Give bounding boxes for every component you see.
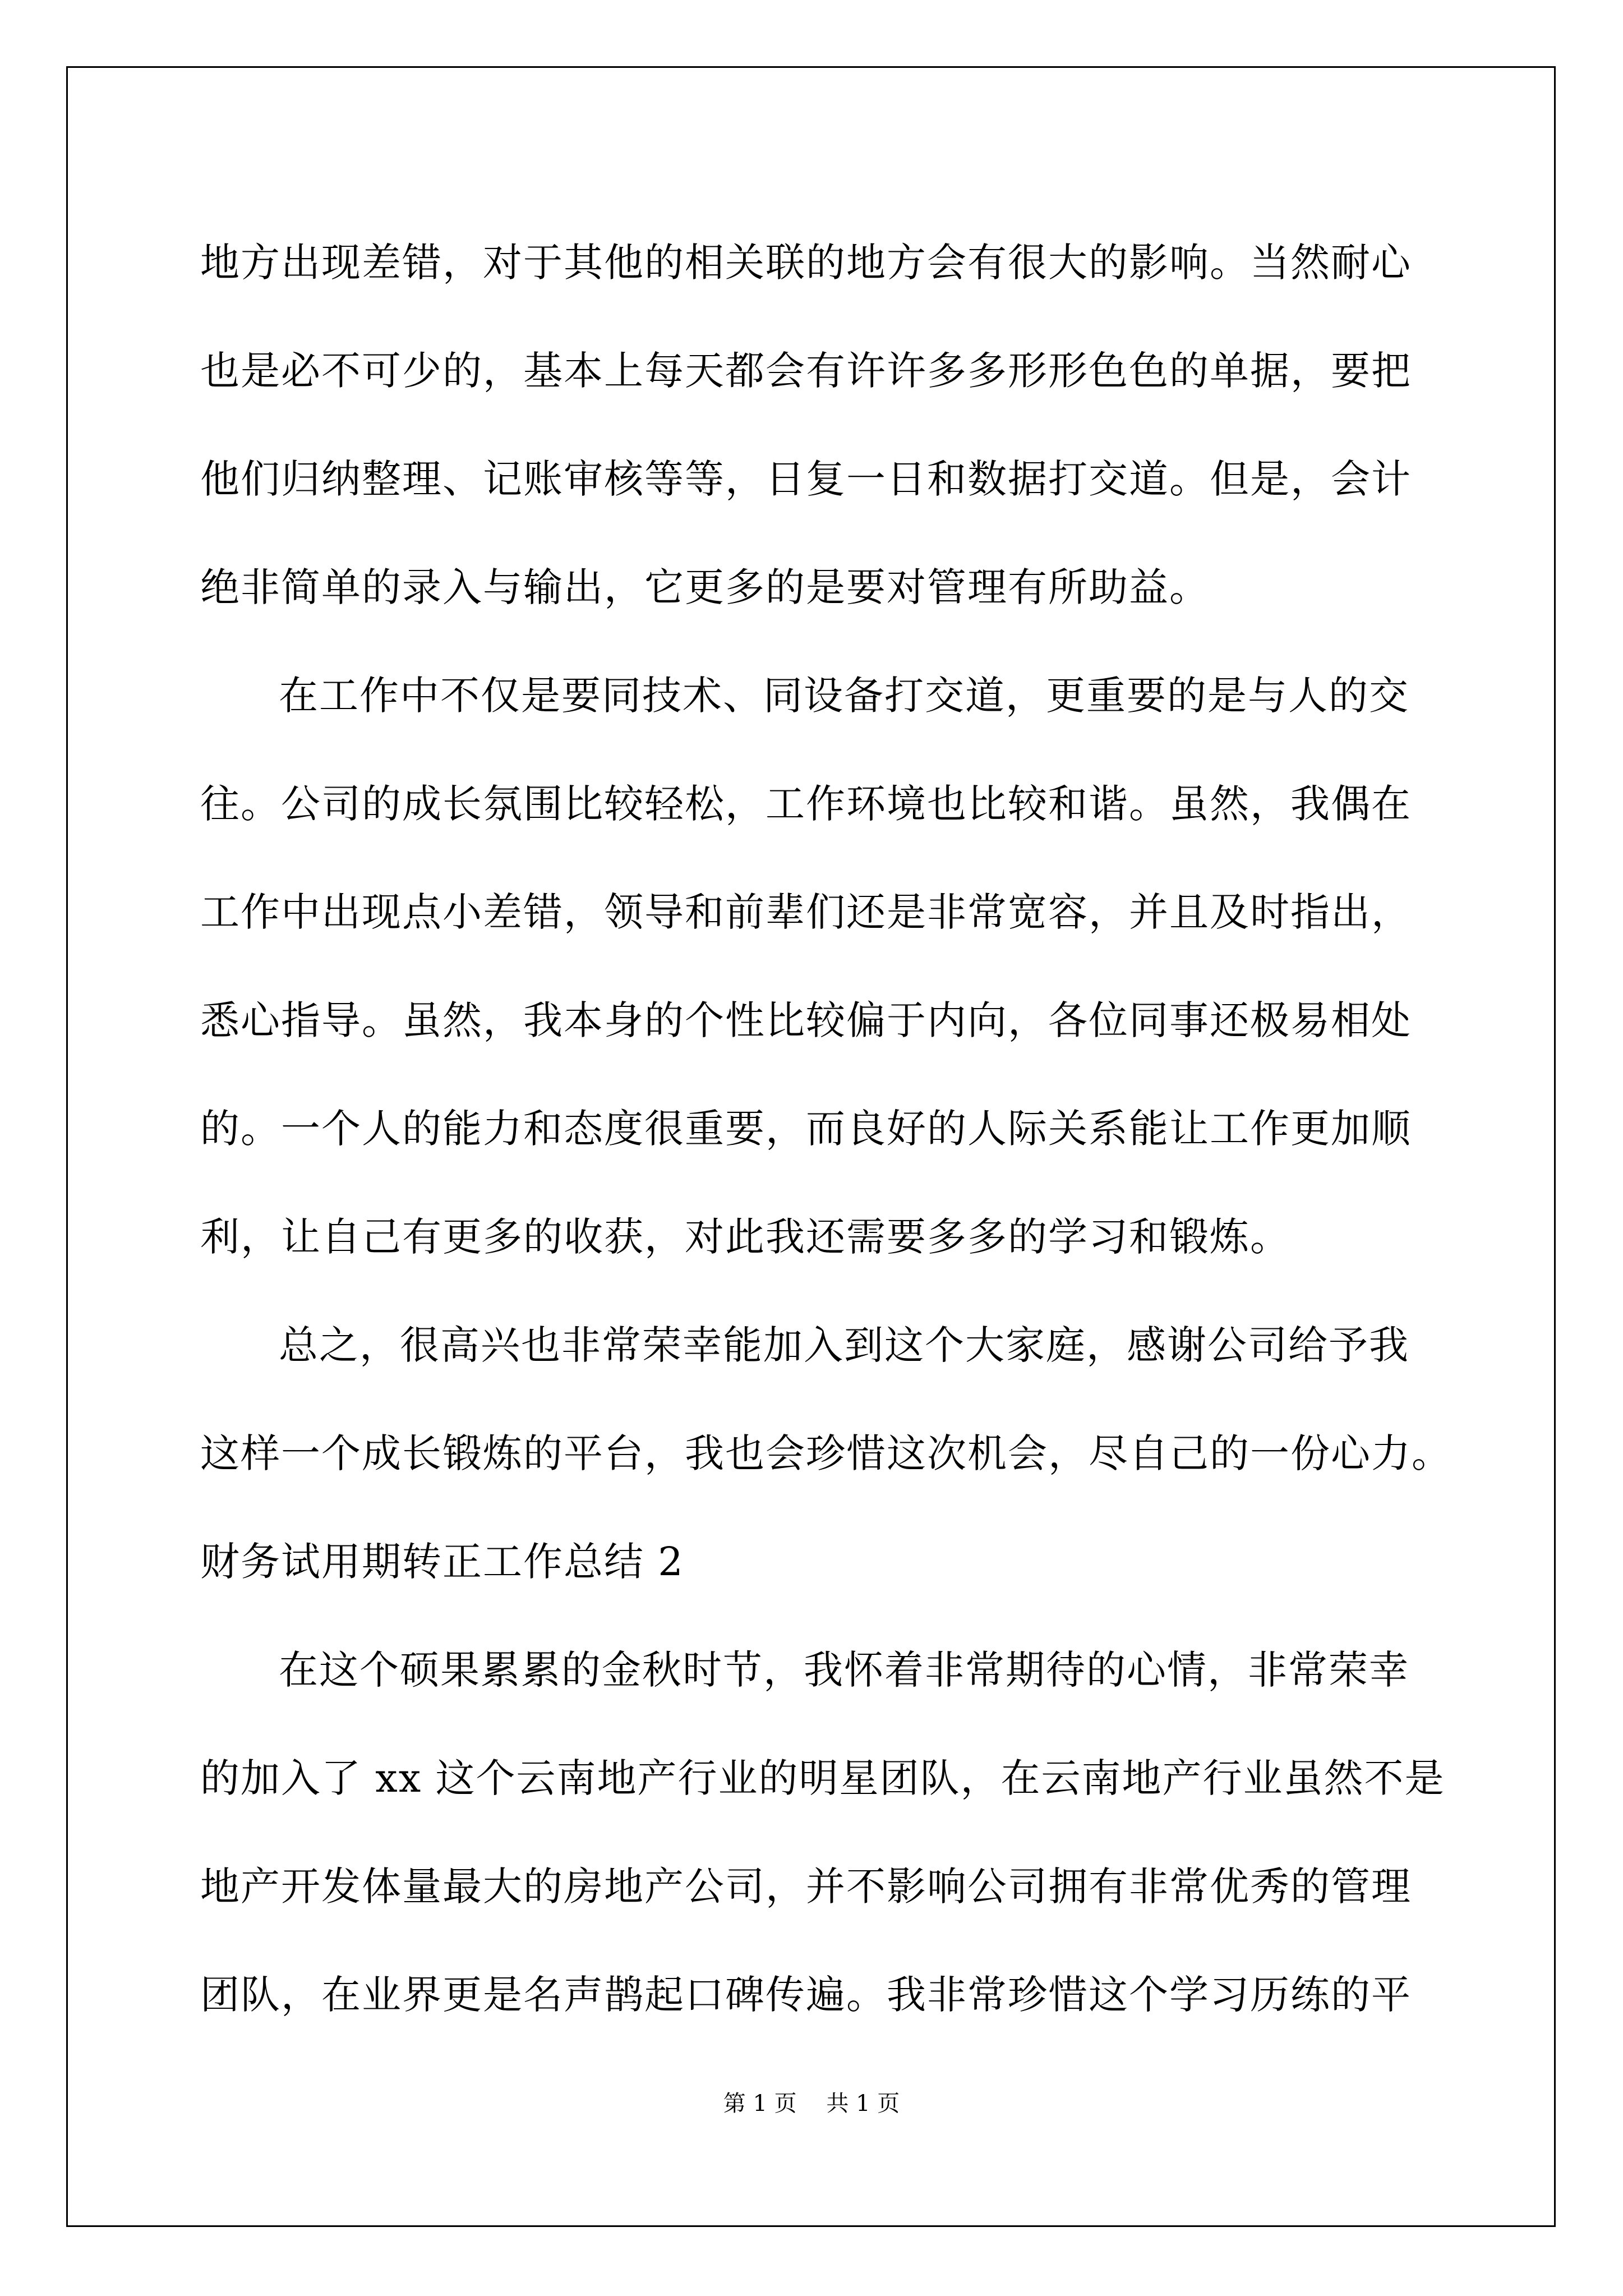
document-body: [200, 209, 1452, 2049]
text-line: 绝非简单的录入与输出，它更多的是要对管理有所助益。: [200, 564, 1210, 610]
text-line: 的加入了 xx 这个云南地产行业的明星团队，在云南地产行业虽然不是: [200, 1755, 1445, 1801]
paragraph: [200, 1616, 1445, 2049]
text-line: 也是必不可少的，基本上每天都会有许许多多形形色色的单据，要把: [200, 348, 1412, 394]
text-line: 地方出现差错，对于其他的相关联的地方会有很大的影响。当然耐心: [200, 240, 1412, 286]
text-line: 他们归纳整理、记账审核等等，日复一日和数据打交道。但是，会计: [200, 456, 1412, 502]
text-line: 往。公司的成长氛围比较轻松，工作环境也比较和谐。虽然，我偶在: [200, 781, 1412, 827]
text-line: 工作中出现点小差错，领导和前辈们还是非常宽容，并且及时指出，: [200, 889, 1412, 935]
paragraph: [200, 1508, 1423, 1616]
paragraph: [200, 1291, 1452, 1508]
text-line: 团队，在业界更是名声鹊起口碑传遍。我非常珍惜这个学习历练的平: [200, 1972, 1412, 2018]
text-line: 悉心指导。虽然，我本身的个性比较偏于内向，各位同事还极易相处: [200, 997, 1412, 1043]
text-line: 地产开发体量最大的房地产公司，并不影响公司拥有非常优秀的管理: [200, 1864, 1412, 1910]
text-line: 这样一个成长锻炼的平台，我也会珍惜这次机会，尽自己的一份心力。: [200, 1430, 1452, 1476]
text-line: 利，让自己有更多的收获，对此我还需要多多的学习和锻炼。: [200, 1214, 1290, 1260]
page-footer: [0, 2087, 1623, 2120]
text-line: 财务试用期转正工作总结 2: [200, 1539, 684, 1585]
text-line: 在工作中不仅是要同技术、同设备打交道，更重要的是与人的交: [279, 673, 1409, 719]
text-line: 在这个硕果累累的金秋时节，我怀着非常期待的心情，非常荣幸: [279, 1647, 1409, 1693]
paragraph: [200, 209, 1423, 642]
page-number-total: 共 1 页: [826, 2091, 900, 2116]
text-line: 的。一个人的能力和态度很重要，而良好的人际关系能让工作更加顺: [200, 1106, 1412, 1152]
paragraph: [200, 642, 1423, 1291]
page-number-current: 第 1 页: [723, 2091, 797, 2116]
text-line: 总之，很高兴也非常荣幸能加入到这个大家庭，感谢公司给予我: [279, 1322, 1409, 1368]
